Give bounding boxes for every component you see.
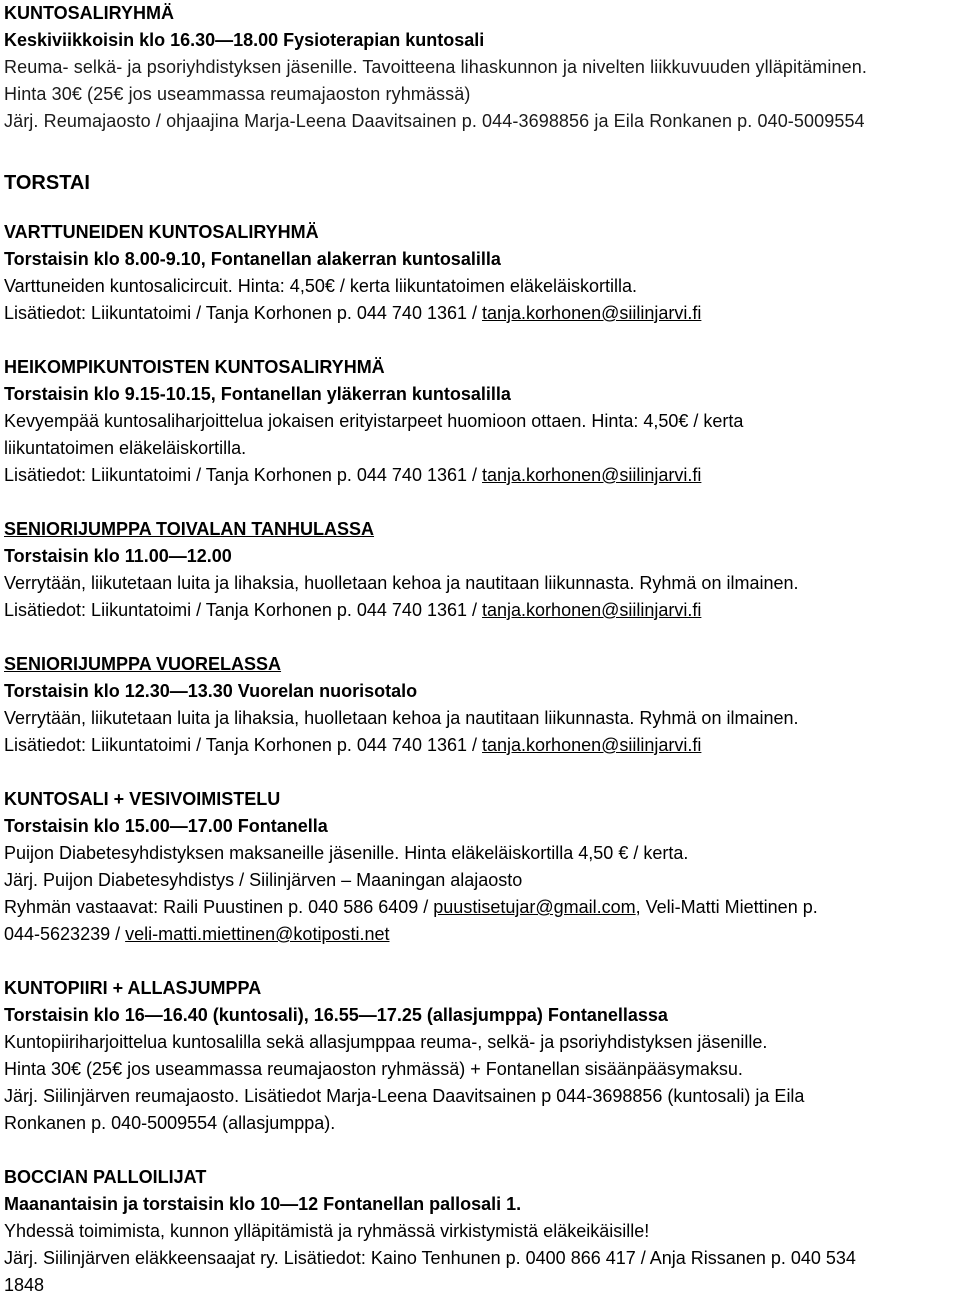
section-varttuneiden xyxy=(4,219,956,327)
section-description: Puijon Diabetesyhdistyksen maksaneille jäsenille. Hinta eläkeläiskortilla 4,50 € / kerta. xyxy=(4,843,689,863)
section-organizer: Järj. Puijon Diabetesyhdistys / Siilinjärven – Maaningan alajaosto xyxy=(4,870,523,890)
contact-text: , Veli-Matti Miettinen p. xyxy=(635,897,818,917)
section-heading: KUNTOSALIRYHMÄ xyxy=(4,3,174,23)
section-description-cont: liikuntatoimen eläkeläiskortilla. xyxy=(4,438,247,458)
email-link[interactable]: puustisetujar@gmail.com xyxy=(433,897,636,917)
section-seniorijumppa-toivala xyxy=(4,516,956,624)
section-organizer: Järj. Reumajaosto / ohjaajina Marja-Leena Daavitsainen p. 044-3698856 ja Eila Ronkanen p. 040-5009554 xyxy=(4,111,865,131)
section-description: Yhdessä toimimista, kunnon ylläpitämistä ja ryhmässä virkistymistä eläkeikäisille! xyxy=(4,1221,650,1241)
section-schedule: Torstaisin klo 15.00—17.00 Fontanella xyxy=(4,816,328,836)
section-organizer-cont: 1848 xyxy=(4,1275,45,1295)
spacer xyxy=(4,1137,956,1164)
section-description: Verrytään, liikutetaan luita ja lihaksia, huolletaan kehoa ja nautitaan liikunnasta. Ryhmä on ilmainen. xyxy=(4,573,799,593)
contact-text: Ryhmän vastaavat: Raili Puustinen p. 040 586 6409 / xyxy=(4,897,434,917)
section-heading: SENIORIJUMPPA VUORELASSA xyxy=(4,654,282,674)
spacer xyxy=(4,948,956,975)
section-price: Hinta 30€ (25€ jos useammassa reumajaoston ryhmässä) + Fontanellan sisäänpääsymaksu. xyxy=(4,1059,743,1079)
section-heading: KUNTOPIIRI + ALLASJUMPPA xyxy=(4,978,262,998)
section-schedule: Torstaisin klo 8.00-9.10, Fontanellan alakerran kuntosalilla xyxy=(4,249,501,269)
email-link[interactable]: tanja.korhonen@siilinjarvi.fi xyxy=(482,303,702,323)
section-price: Hinta 30€ (25€ jos useammassa reumajaoston ryhmässä) xyxy=(4,84,471,104)
section-kuntosali-vesivoimistelu xyxy=(4,786,956,948)
section-heading: KUNTOSALI + VESIVOIMISTELU xyxy=(4,789,281,809)
section-heading: SENIORIJUMPPA TOIVALAN TANHULASSA xyxy=(4,519,375,539)
section-info xyxy=(4,597,956,624)
section-schedule: Torstaisin klo 12.30—13.30 Vuorelan nuorisotalo xyxy=(4,681,418,701)
section-info xyxy=(4,300,956,327)
section-heading: HEIKOMPIKUNTOISTEN KUNTOSALIRYHMÄ xyxy=(4,357,385,377)
section-heading: BOCCIAN PALLOILIJAT xyxy=(4,1167,207,1187)
spacer xyxy=(4,489,956,516)
section-info xyxy=(4,462,956,489)
section-schedule: Maanantaisin ja torstaisin klo 10—12 Fontanellan pallosali 1. xyxy=(4,1194,522,1214)
spacer xyxy=(4,327,956,354)
section-organizer: Järj. Siilinjärven reumajaosto. Lisätiedot Marja-Leena Daavitsainen p 044-3698856 (kuntosali) ja Eila xyxy=(4,1086,805,1106)
info-text: Lisätiedot: Liikuntatoimi / Tanja Korhonen p. 044 740 1361 / xyxy=(4,303,483,323)
section-organizer-cont: Ronkanen p. 040-5009554 (allasjumppa). xyxy=(4,1113,336,1133)
document-page xyxy=(4,0,956,1299)
section-organizer: Järj. Siilinjärven eläkkeensaajat ry. Lisätiedot: Kaino Tenhunen p. 0400 866 417 / Anja Rissanen p. 040 534 xyxy=(4,1248,856,1268)
info-text: Lisätiedot: Liikuntatoimi / Tanja Korhonen p. 044 740 1361 / xyxy=(4,735,483,755)
section-description: Kuntopiiriharjoittelua kuntosalilla sekä allasjumppaa reuma-, selkä- ja psoriyhdistyksen jäsenille. xyxy=(4,1032,768,1052)
email-link[interactable]: tanja.korhonen@siilinjarvi.fi xyxy=(482,600,702,620)
spacer xyxy=(4,135,956,162)
email-link[interactable]: tanja.korhonen@siilinjarvi.fi xyxy=(482,465,702,485)
section-schedule: Keskiviikkoisin klo 16.30—18.00 Fysioterapian kuntosali xyxy=(4,30,485,50)
info-text: Lisätiedot: Liikuntatoimi / Tanja Korhonen p. 044 740 1361 / xyxy=(4,600,483,620)
section-heading: VARTTUNEIDEN KUNTOSALIRYHMÄ xyxy=(4,222,319,242)
section-info xyxy=(4,732,956,759)
section-contact-cont xyxy=(4,921,956,948)
section-boccian-palloilijat xyxy=(4,1164,956,1299)
email-link[interactable]: tanja.korhonen@siilinjarvi.fi xyxy=(482,735,702,755)
section-schedule: Torstaisin klo 9.15-10.15, Fontanellan yläkerran kuntosalilla xyxy=(4,384,511,404)
spacer xyxy=(4,624,956,651)
spacer xyxy=(4,759,956,786)
section-description: Verrytään, liikutetaan luita ja lihaksia, huolletaan kehoa ja nautitaan liikunnasta. Ryhmä on ilmainen. xyxy=(4,708,799,728)
section-seniorijumppa-vuorela xyxy=(4,651,956,759)
section-schedule: Torstaisin klo 16—16.40 (kuntosali), 16.55—17.25 (allasjumppa) Fontanellassa xyxy=(4,1005,668,1025)
section-description: Varttuneiden kuntosalicircuit. Hinta: 4,50€ / kerta liikuntatoimen eläkeläiskortilla. xyxy=(4,276,637,296)
info-text: Lisätiedot: Liikuntatoimi / Tanja Korhonen p. 044 740 1361 / xyxy=(4,465,483,485)
section-kuntosaliryhma xyxy=(4,0,956,135)
section-kuntopiiri-allasjumppa xyxy=(4,975,956,1137)
contact-text: 044-5623239 / xyxy=(4,924,126,944)
day-heading: TORSTAI xyxy=(4,172,90,194)
section-schedule: Torstaisin klo 11.00—12.00 xyxy=(4,546,232,566)
section-description: Kevyempää kuntosaliharjoittelua jokaisen erityistarpeet huomioon ottaen. Hinta: 4,50€ / kerta xyxy=(4,411,744,431)
email-link[interactable]: veli-matti.miettinen@kotiposti.net xyxy=(125,924,390,944)
section-contact xyxy=(4,894,956,921)
section-description: Reuma- selkä- ja psoriyhdistyksen jäsenille. Tavoitteena lihaskunnon ja nivelten liikkuvuuden ylläpitäminen. xyxy=(4,57,867,77)
section-heikompikuntoisten xyxy=(4,354,956,489)
